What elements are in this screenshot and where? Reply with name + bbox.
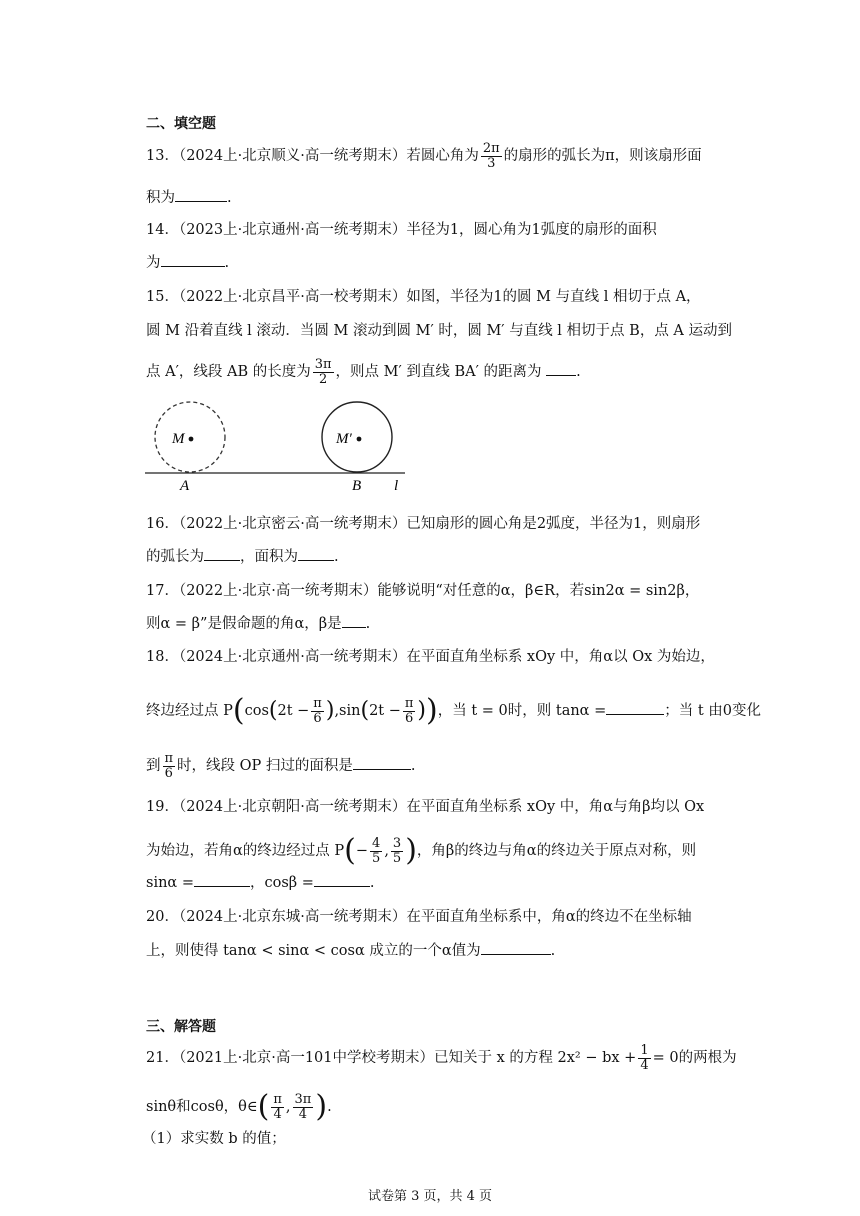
question-15-line-3: 点 A′，线段 AB 的长度为 $\frac{3\pi}{2}$ ，则点 M′ 到直线 BA′ 的距离为 .	[146, 357, 581, 387]
question-15-line-1: 15．（2022上·北京昌平·高一校考期末）如图，半径为1的圆 M 与直线 l 相切于点 A，	[146, 289, 701, 305]
question-13-line-2: 积为 .	[146, 187, 232, 209]
answer-blank	[606, 700, 664, 715]
question-19-line-3: sinα = ，cosβ = .	[146, 872, 375, 894]
section-title-answer: 三、解答题	[146, 1019, 216, 1035]
fraction: $\frac{\pi}{6}$	[404, 695, 414, 726]
answer-blank	[353, 755, 411, 770]
question-20-line-2: 上，则使得 tanα < sinα < cosα 成立的一个α值为 .	[146, 940, 555, 962]
question-14-line-1: 14．（2023上·北京通州·高一统考期末）半径为1，圆心角为1弧度的扇形的面积	[146, 222, 657, 238]
section-title-fill-in: 二、填空题	[146, 116, 216, 132]
fraction: $\frac{4}{5}$	[372, 835, 381, 866]
fraction: $\frac{3}{5}$	[392, 835, 402, 866]
question-18-line-2: 终边经过点 P(cos(2t − $\frac{\pi}{6}$ ),sin(2t − $\frac{\pi}{6}$ ))，当 t = 0时，则 tanα = ；当 t 由0变化	[146, 693, 762, 728]
label-l: l	[394, 478, 399, 492]
label-m: M	[172, 431, 185, 447]
question-17-line-1: 17．（2022上·北京·高一统考期末）能够说明“对任意的α，β∈R，若sin2α = sin2β，	[146, 583, 700, 599]
question-19-line-1: 19．（2024上·北京朝阳·高一统考期末）在平面直角坐标系 xOy 中，角α与角β均以 Ox	[146, 799, 705, 815]
question-19-line-2: 为始边，若角α的终边经过点 P(− $\frac{4}{5}$ , $\frac{3}{5}$ )，角β的终边与角α的终边关于原点对称，则	[146, 833, 697, 868]
question-17-line-2: 则α = β”是假命题的角α，β是 .	[146, 613, 370, 635]
question-21-sub-1: （1）求实数 b 的值；	[142, 1131, 286, 1147]
fraction: $\frac{3\pi}{2}$	[314, 357, 332, 387]
question-20-line-1: 20．（2024上·北京东城·高一统考期末）在平面直角坐标系中，角α的终边不在坐标轴	[146, 909, 692, 925]
answer-blank	[546, 361, 576, 376]
fraction: $\frac{2\pi}{3}$	[482, 141, 500, 171]
answer-blank	[298, 546, 334, 561]
answer-blank	[161, 252, 225, 267]
answer-blank	[314, 872, 370, 887]
question-18-line-3: 到 $\frac{\pi}{6}$ 时，线段 OP 扫过的面积是 .	[146, 751, 416, 781]
fraction: $\frac{\pi}{6}$	[313, 695, 322, 726]
question-21-line-1: 21．（2021上·北京·高一101中学校考期末）已知关于 x 的方程 2x² − bx + $\frac{1}{4}$ = 0的两根为	[146, 1043, 737, 1073]
question-16-line-2: 的弧长为 ，面积为 .	[146, 546, 339, 568]
question-21-line-2: sinθ和cosθ，θ∈( $\frac{\pi}{4}$ , $\frac{3\pi}{4}$ ).	[146, 1089, 332, 1124]
answer-blank	[194, 872, 250, 887]
circle-m-prime	[322, 402, 392, 472]
fraction: $\frac{1}{4}$	[640, 1043, 649, 1073]
center-m-prime-dot	[357, 437, 362, 442]
fraction: $\frac{3\pi}{4}$	[294, 1091, 312, 1122]
label-b: B	[352, 478, 362, 492]
rolling-circle-figure	[140, 400, 410, 492]
fraction: $\frac{\pi}{6}$	[164, 751, 174, 781]
label-a: A	[180, 478, 190, 492]
question-15-line-2: 圆 M 沿着直线 l 滚动．当圆 M 滚动到圆 M′ 时，圆 M′ 与直线 l 相切于点 B，点 A 运动到	[146, 323, 733, 339]
question-18-line-1: 18．（2024上·北京通州·高一统考期末）在平面直角坐标系 xOy 中，角α以 Ox 为始边，	[146, 649, 715, 665]
answer-blank	[481, 940, 551, 955]
answer-blank	[342, 613, 366, 628]
question-14-line-2: 为 .	[146, 252, 229, 274]
label-m-prime: M′	[336, 431, 352, 447]
page-footer: 试卷第 3 页，共 4 页	[367, 1189, 493, 1204]
answer-blank	[204, 546, 240, 561]
fraction: $\frac{\pi}{4}$	[273, 1091, 282, 1122]
question-16-line-1: 16．（2022上·北京密云·高一统考期末）已知扇形的圆心角是2弧度，半径为1，则扇形	[146, 516, 701, 532]
question-13-line-1: 13．（2024上·北京顺义·高一统考期末）若圆心角为 $\frac{2\pi}{3}$ 的扇形的弧长为π，则该扇形面	[146, 141, 702, 171]
answer-blank	[175, 187, 227, 202]
center-m-dot	[189, 437, 194, 442]
